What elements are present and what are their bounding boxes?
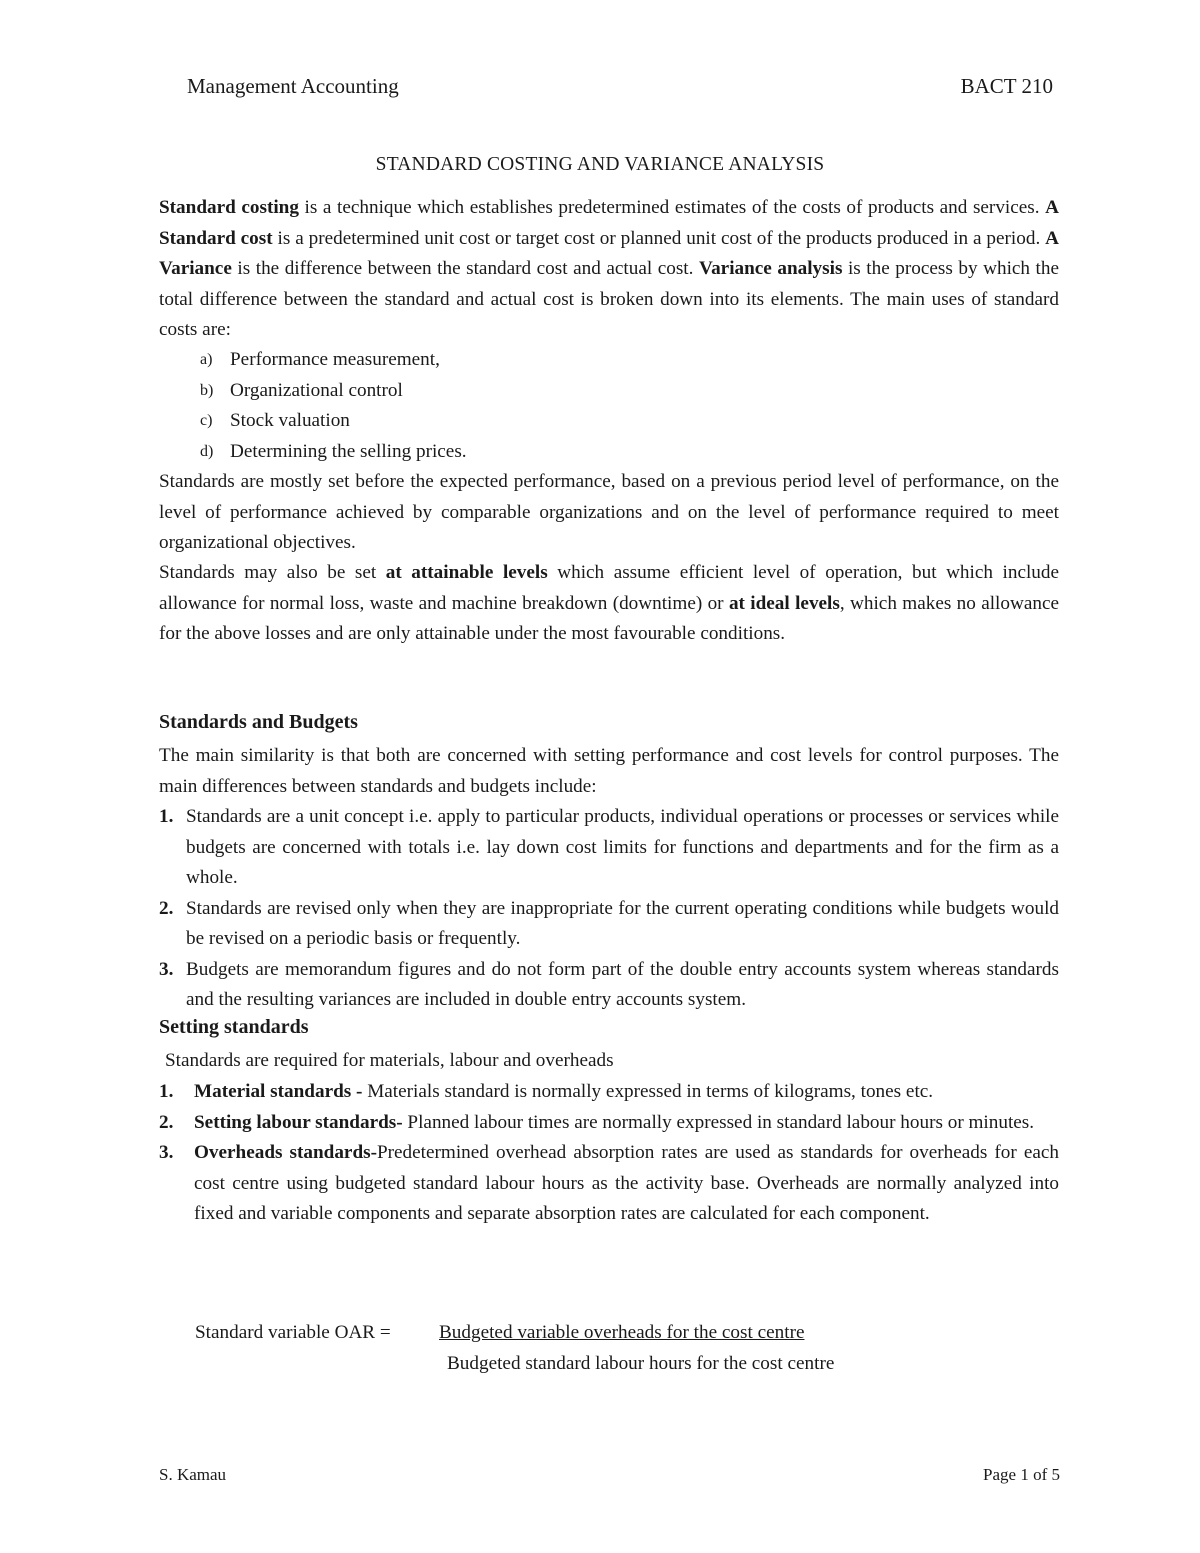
list-item: [159, 1077, 1059, 1108]
list-term: Material standards -: [194, 1081, 363, 1102]
formula-numerator: Budgeted variable overheads for the cost centre: [439, 1322, 805, 1343]
list-item: [159, 1108, 1059, 1139]
formula-denominator: Budgeted standard labour hours for the cost centre: [447, 1353, 835, 1374]
levels-text-2: which assume efficient level of operation, but which include allowance for normal loss, waste and machine breakdown (downtime) or: [159, 562, 1059, 614]
term-standard-cost: A Standard cost: [159, 197, 1059, 249]
term-ideal-levels: at ideal levels: [728, 592, 840, 614]
list-item: [200, 437, 467, 468]
list-text: Planned labour times are normally expressed in standard labour hours or minutes.: [402, 1111, 1035, 1133]
section2-intro: Standards are required for materials, labour and overheads: [165, 1050, 614, 1071]
list-item: [200, 345, 467, 376]
term-standard-costing: Standard costing: [159, 197, 299, 218]
footer-page-number: Page 1 of 5: [983, 1465, 1060, 1484]
uses-list: [200, 345, 467, 467]
section-heading-standards-budgets: Standards and Budgets: [159, 711, 358, 733]
list-text: Standards are revised only when they are inappropriate for the current operating conditions while budgets would be revised on a periodic basis or frequently.: [186, 897, 1059, 949]
course-title: Management Accounting: [187, 74, 399, 98]
levels-text-1: Standards may also be set: [159, 562, 386, 583]
intro-text-2: is a predetermined unit cost or target cost or planned unit cost of the products produced in a period.: [272, 227, 1046, 249]
section-heading-setting-standards: Setting standards: [159, 1016, 309, 1038]
term-variance-analysis: Variance analysis: [698, 258, 843, 279]
intro-text-4: is the process by which the total difference between the standard and actual cost is broken down into its elements. The main uses of standard costs are:: [159, 258, 1059, 340]
term-variance: A Variance: [159, 227, 1059, 279]
list-marker: b): [200, 381, 214, 399]
list-number: 3.: [159, 958, 174, 980]
list-number: 2.: [159, 1111, 174, 1133]
formula-label: Standard variable OAR =: [195, 1322, 391, 1343]
term-attainable-levels: at attainable levels: [385, 562, 548, 583]
list-item: [200, 406, 467, 437]
list-marker: a): [200, 351, 213, 368]
paragraph-standards-set: Standards are mostly set before the expected performance, based on a previous period level of performance, on the level of performance achieved by comparable organizations and on the level of performance required to meet organizational objectives.: [159, 471, 1059, 553]
differences-list: [159, 802, 1059, 1016]
course-code: BACT 210: [960, 74, 1053, 98]
section1-intro: The main similarity is that both are concerned with setting performance and cost levels for control purposes. The main differences between standards and budgets include:: [159, 745, 1059, 797]
list-term: Setting labour standards-: [194, 1111, 403, 1133]
footer-author: S. Kamau: [159, 1465, 227, 1484]
list-text: Stock valuation: [230, 410, 350, 431]
list-text: Materials standard is normally expressed in terms of kilograms, tones etc.: [362, 1081, 934, 1102]
list-item: [159, 894, 1059, 955]
page-title: STANDARD COSTING AND VARIANCE ANALYSIS: [375, 154, 825, 175]
list-number: 1.: [159, 1081, 174, 1102]
list-marker: c): [200, 412, 213, 429]
list-text: Organizational control: [230, 379, 403, 401]
list-item: [159, 955, 1059, 1016]
setting-standards-list: [159, 1077, 1059, 1230]
paragraph-levels: [159, 558, 1059, 650]
list-item: [159, 802, 1059, 894]
list-text: Standards are a unit concept i.e. apply to particular products, individual operations or processes or services while budgets are concerned with totals i.e. lay down cost limits for functions and departments and for the firm as a whole.: [186, 806, 1059, 888]
list-number: 2.: [159, 897, 174, 919]
intro-paragraph: [159, 193, 1059, 346]
list-item: [159, 1138, 1059, 1230]
list-term: Overheads standards-: [194, 1142, 377, 1163]
list-text: Budgets are memorandum figures and do not form part of the double entry accounts system whereas standards and the resulting variances are included in double entry accounts system.: [186, 958, 1059, 1010]
levels-text-3: , which makes no allowance for the above losses and are only attainable under the most favourable conditions.: [159, 592, 1059, 644]
list-number: 1.: [159, 806, 174, 827]
list-item: [200, 376, 467, 407]
list-marker: d): [200, 442, 214, 460]
intro-text-3: is the difference between the standard cost and actual cost.: [231, 258, 699, 279]
list-text: Determining the selling prices.: [230, 440, 467, 462]
list-number: 3.: [159, 1142, 174, 1163]
list-text: Predetermined overhead absorption rates are used as standards for overheads for each cost centre using budgeted standard labour hours as the activity base. Overheads are normally analyzed into fixed and variable components and separate absorption rates are calculated for each component.: [194, 1142, 1059, 1224]
list-text: Performance measurement,: [230, 349, 440, 370]
intro-text-1: is a technique which establishes predetermined estimates of the costs of products and services.: [298, 197, 1046, 218]
